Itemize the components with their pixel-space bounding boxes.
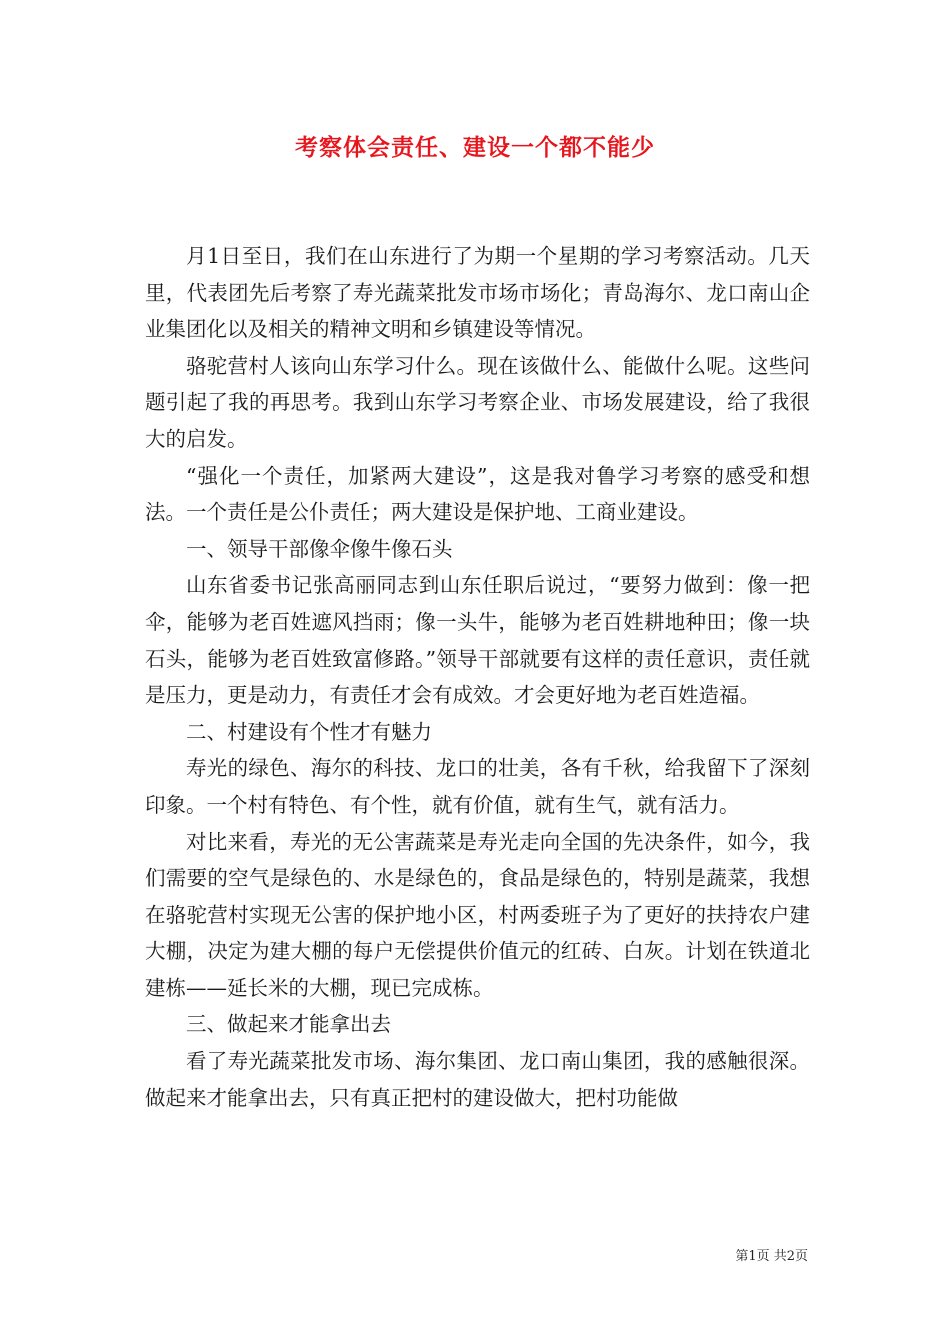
page-number-footer: 第1页 共2页: [735, 1249, 808, 1264]
paragraph-section-3: 看了寿光蔬菜批发市场、海尔集团、龙口南山集团，我的感触很深。做起来才能拿出去，只有真正把村的建设做大，把村功能做: [145, 1049, 810, 1110]
document-body: [145, 238, 810, 1116]
paragraph-section-1: 山东省委书记张高丽同志到山东任职后说过，“要努力做到：像一把伞，能够为老百姓遮风挡雨；像一头牛，能够为老百姓耕地种田；像一块石头，能够为老百姓致富修路。”领导干部就要有这样的责任意识，责任就是压力，更是动力，有责任才会有成效。才会更好地为老百姓造福。: [145, 573, 810, 708]
paragraph-section-2a: 寿光的绿色、海尔的科技、龙口的壮美，各有千秋，给我留下了深刻印象。一个村有特色、有个性，就有价值，就有生气，就有活力。: [145, 756, 810, 817]
paragraph-section-2b: 对比来看，寿光的无公害蔬菜是寿光走向全国的先决条件，如今，我们需要的空气是绿色的、水是绿色的，食品是绿色的，特别是蔬菜，我想在骆驼营村实现无公害的保护地小区，村两委班子为了更好的扶持农户建大棚，决定为建大棚的每户无偿提供价值元的红砖、白灰。计划在铁道北建栋——延长米的大棚，现已完成栋。: [145, 829, 810, 1000]
section-heading-2: 二、村建设有个性才有魅力: [186, 719, 432, 744]
paragraph-thesis: “强化一个责任，加紧两大建设”，这是我对鲁学习考察的感受和想法。一个责任是公仆责任；两大建设是保护地、工商业建设。: [145, 463, 810, 525]
paragraph-intro: 月1日至日，我们在山东进行了为期一个星期的学习考察活动。几天里，代表团先后考察了寿光蔬菜批发市场市场化；青岛海尔、龙口南山企业集团化以及相关的精神文明和乡镇建设等情况。: [145, 244, 810, 342]
document-title: 考察体会责任、建设一个都不能少: [295, 134, 655, 161]
section-heading-1: 一、领导干部像伞像牛像石头: [186, 536, 453, 561]
paragraph-question: 骆驼营村人该向山东学习什么。现在该做什么、能做什么呢。这些问题引起了我的再思考。我到山东学习考察企业、市场发展建设，给了我很大的启发。: [145, 353, 810, 451]
section-heading-3: 三、做起来才能拿出去: [186, 1012, 391, 1037]
